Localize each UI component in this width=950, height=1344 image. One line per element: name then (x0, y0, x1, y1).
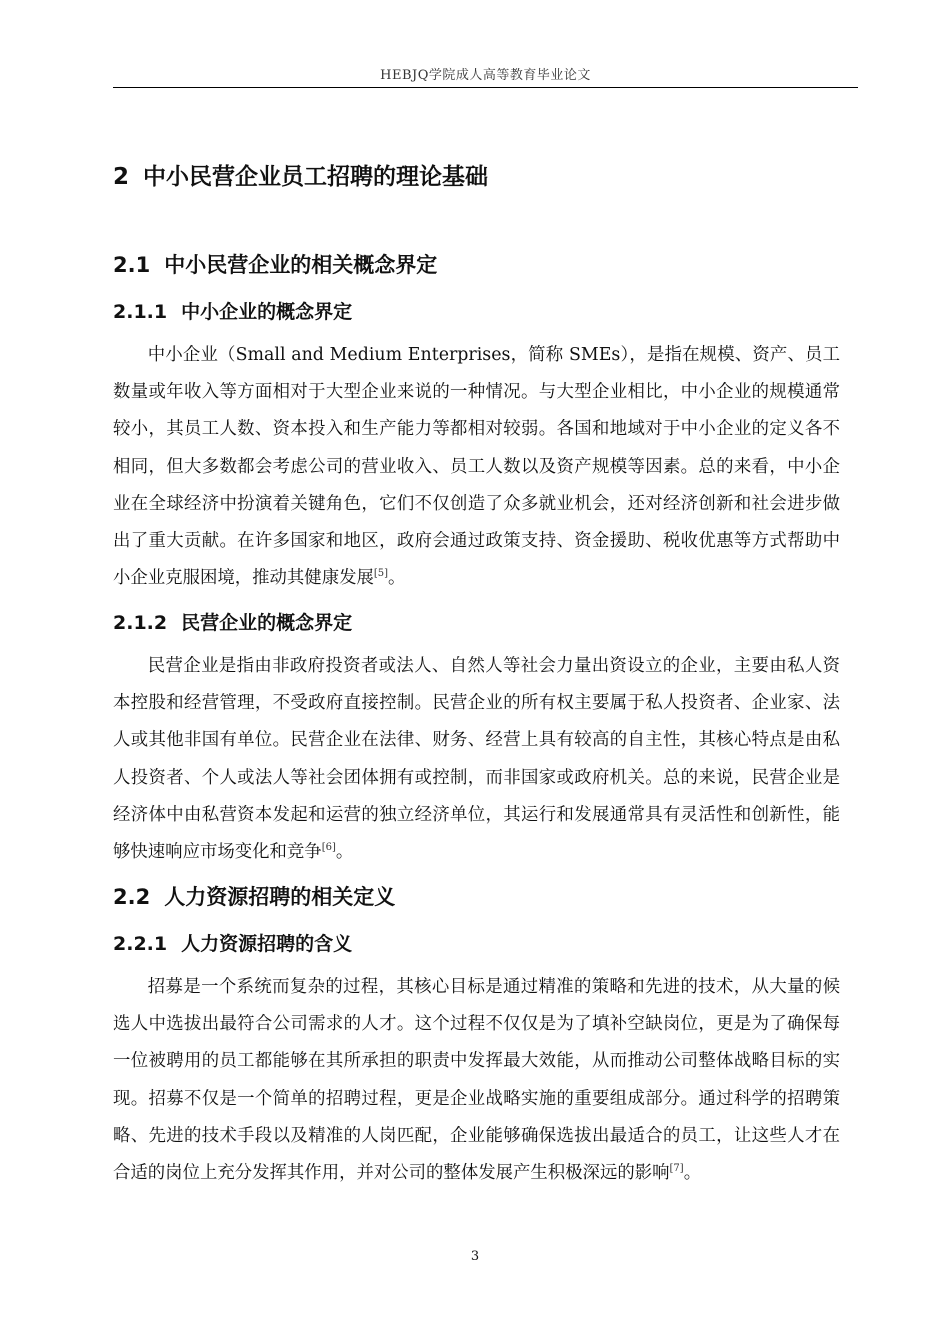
running-header: HEBJQ学院成人高等教育毕业论文 (380, 68, 591, 83)
section-title: 人力资源招聘的相关定义 (164, 885, 396, 909)
header-rule (113, 87, 858, 88)
subsection-title: 民营企业的概念界定 (181, 612, 353, 634)
paragraph-recruitment-meaning (113, 969, 840, 1192)
citation: [6] (321, 842, 336, 854)
section-title: 中小民营企业的相关概念界定 (164, 253, 438, 277)
chapter-title: 中小民营企业员工招聘的理论基础 (143, 164, 489, 190)
paragraph-end: 。 (683, 1163, 702, 1184)
paragraph-text: 招募是一个系统而复杂的过程，其核心目标是通过精准的策略和先进的技术，从大量的候选人中选拔出最符合公司需求的人才。这个过程不仅仅是为了填补空缺岗位，更是为了确保每一位被聘用的员工都能够在其所承担的职责中发挥最大效能，从而推动公司整体战略目标的实现。招募不仅是一个简单的招聘过程，更是企业战略实施的重要组成部分。通过科学的招聘策略、先进的技术手段以及精准的人岗匹配，企业能够确保选拔出最适合的员工，让这些人才在合适的岗位上充分发挥其作用，并对公司的整体发展产生积极深远的影响 (113, 977, 840, 1184)
subsection-number: 2.1.1 (113, 301, 168, 323)
citation: [5] (373, 568, 389, 580)
paragraph-sme-definition (113, 337, 840, 597)
paragraph-text: 民营企业是指由非政府投资者或法人、自然人等社会力量出资设立的企业，主要由私人资本控股和经营管理，不受政府直接控制。民营企业的所有权主要属于私人投资者、企业家、法人或其他非国有单位。民营企业在法律、财务、经营上具有较高的自主性，其核心特点是由私人投资者、个人或法人等社会团体拥有或控制，而非国家或政府机关。总的来说，民营企业是经济体中由私营资本发起和运营的独立经济单位，其运行和发展通常具有灵活性和创新性，能够快速响应市场变化和竞争 (113, 656, 840, 863)
chapter-number: 2 (113, 164, 130, 190)
subsection-heading-2-1-1 (113, 298, 352, 326)
section-heading-2-2 (113, 882, 395, 912)
chapter-heading (113, 160, 488, 194)
citation: [7] (669, 1163, 684, 1175)
subsection-number: 2.1.2 (113, 612, 168, 634)
subsection-heading-2-2-1 (113, 930, 352, 958)
subsection-title: 人力资源招聘的含义 (181, 933, 353, 955)
subsection-heading-2-1-2 (113, 609, 352, 637)
paragraph-end: 。 (335, 842, 354, 863)
paragraph-end: 。 (388, 568, 406, 589)
paragraph-private-enterprise-definition (113, 648, 840, 871)
paragraph-text: 中小企业（Small and Medium Enterprises，简称 SMEs），是指在规模、资产、员工数量或年收入等方面相对于大型企业来说的一种情况。与大型企业相比，中小企业的规模通常较小，其员工人数、资本投入和生产能力等都相对较弱。各国和地域对于中小企业的定义各不相同，但大多数都会考虑公司的营业收入、员工人数以及资产规模等因素。总的来看，中小企业在全球经济中扮演着关键角色，它们不仅创造了众多就业机会，还对经济创新和社会进步做出了重大贡献。在许多国家和地区，政府会通过政策支持、资金援助、税收优惠等方式帮助中小企业克服困境，推动其健康发展 (113, 345, 840, 589)
section-number: 2.2 (113, 885, 151, 909)
subsection-number: 2.2.1 (113, 933, 168, 955)
section-heading-2-1 (113, 250, 437, 280)
section-number: 2.1 (113, 253, 151, 277)
page-number: 3 (470, 1249, 480, 1264)
subsection-title: 中小企业的概念界定 (181, 301, 353, 323)
